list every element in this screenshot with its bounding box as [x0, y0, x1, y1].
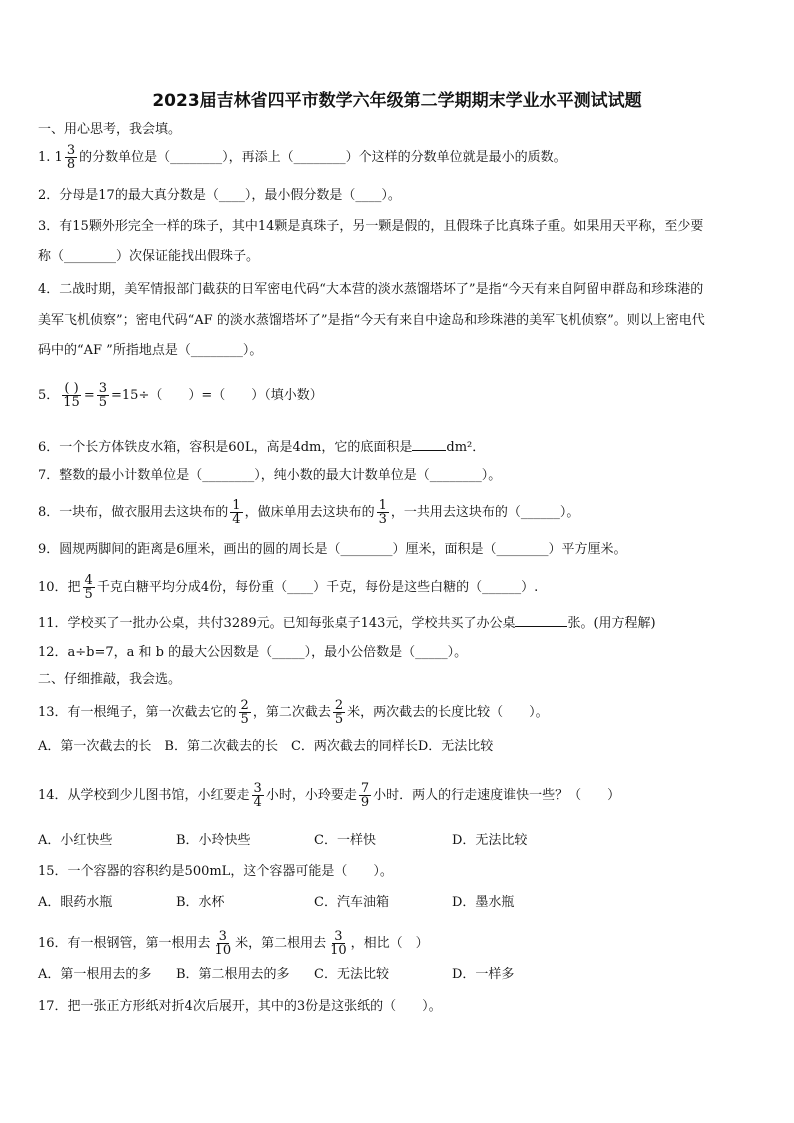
fraction: $\frac{7}{9}$ [360, 781, 370, 810]
option-d: D．一样多 [452, 967, 515, 982]
section-heading: 一、用心思考，我会填。 [38, 122, 182, 137]
option-b: B．第二根用去的多 [176, 967, 290, 982]
question-16 [38, 930, 764, 957]
fraction: $\frac{3}{4}$ [253, 781, 262, 810]
question-text: 小时．两人的行走速度谁快一些？（ ） [373, 788, 621, 803]
answer-blank [412, 438, 446, 451]
question-4-line-1: 4．二战时期，美军情报部门截获的日军密电代码“大本营的淡水蒸馏塔坏了”是指“今天有来自阿留申群岛和珍珠港的 [38, 282, 704, 297]
question-15: 15．一个容器的容积约是500mL，这个容器可能是（ ）。 [38, 864, 393, 879]
question-9: 9．圆规两脚间的距离是6厘米，画出的圆的周长是（________）厘米，面积是（________）平方厘米。 [38, 542, 627, 557]
option-b: B．水杯 [176, 895, 225, 910]
fraction: $\frac{3}{8}$ [66, 143, 76, 172]
fraction: $\frac{3}{5}$ [98, 381, 108, 410]
question-text: 10．把 [38, 580, 81, 595]
question-text: 张。(用方程解) [567, 616, 656, 631]
fraction: $\frac{3}{10}$ [214, 929, 232, 958]
option-a: A．小红快些 [38, 833, 113, 848]
question-13-options: A．第一次截去的长 B．第二次截去的长 C．两次截去的同样长D．无法比较 [38, 739, 494, 754]
question-text: =15÷（ ）=（ ）（填小数） [111, 388, 323, 403]
question-6 [38, 438, 764, 456]
fraction: $\frac{3}{10}$ [330, 929, 347, 958]
question-text: 小时，小玲要走 [265, 788, 357, 803]
question-2: 2．分母是17的最大真分数是（____），最小假分数是（____）。 [38, 188, 401, 203]
question-text: 6．一个长方体铁皮水箱，容积是60L，高是4dm，它的底面积是 [38, 440, 413, 455]
option-c: C．一样快 [314, 833, 376, 848]
question-3-line-2: 称（________）次保证能找出假珠子。 [38, 249, 260, 264]
fraction: $\frac{1}{4}$ [232, 498, 241, 527]
equals-sign: = [83, 388, 95, 403]
question-12: 12．a÷b=7，a 和 b 的最大公因数是（_____），最小公倍数是（_____）。 [38, 645, 468, 660]
question-text: ，第二次截去 [252, 705, 331, 720]
question-14 [38, 782, 764, 809]
option-a: A．眼药水瓶 [38, 895, 113, 910]
question-text: 16．有一根钢管，第一根用去 [38, 936, 211, 951]
page-title: 2023届吉林省四平市数学六年级第二学期期末学业水平测试试题 [152, 91, 642, 111]
question-text: 14．从学校到少儿图书馆，小红要走 [38, 788, 250, 803]
option-c: C．无法比较 [314, 967, 389, 982]
option-d: D．无法比较 [452, 833, 528, 848]
fraction: $\frac{2}{5}$ [334, 698, 344, 727]
question-text: ，一共用去这块布的（______）。 [390, 505, 580, 520]
section-heading: 二、仔细推敲，我会选。 [38, 672, 182, 687]
question-4-line-3: 码中的“AF ”所指地点是（________）。 [38, 343, 263, 358]
mixed-number-whole: 1 [54, 150, 63, 165]
question-text: ，做床单用去这块布的 [244, 505, 375, 520]
fraction: $\frac{1}{3}$ [378, 498, 387, 527]
option-b: B．小玲快些 [176, 833, 251, 848]
fraction: $\frac{2}{5}$ [240, 698, 249, 727]
question-7: 7．整数的最小计数单位是（________），纯小数的最大计数单位是（________）。 [38, 468, 502, 483]
question-text: 8．一块布，做衣服用去这块布的 [38, 505, 229, 520]
question-13 [38, 699, 764, 726]
question-11 [38, 614, 764, 632]
question-17: 17．把一张正方形纸对折4次后展开，其中的3份是这张纸的（ ）。 [38, 999, 442, 1014]
question-text: 米，两次截去的长度比较（ ）。 [347, 705, 549, 720]
option-d: D．墨水瓶 [452, 895, 515, 910]
question-4-line-2: 美军飞机侦察”；密电代码“AF 的淡水蒸馏塔坏了”是指“今天有来自中途岛和珍珠港的美军飞机侦察”。则以上密电代 [38, 313, 705, 328]
question-text: ，相比（ ） [350, 936, 429, 951]
question-text: 千克白糖平均分成4份，每份重（____）千克，每份是这些白糖的（______）. [96, 580, 539, 595]
fraction: $\frac{4}{5}$ [84, 573, 93, 602]
question-text: 11．学校买了一批办公桌，共付3289元。已知每张桌子143元，学校共买了办公桌 [38, 616, 516, 631]
question-number: 5． [38, 388, 60, 403]
question-1 [38, 144, 764, 171]
question-8 [38, 499, 764, 526]
question-text: 米，第二根用去 [235, 936, 327, 951]
question-number: 1. [38, 150, 51, 165]
option-c: C．汽车油箱 [314, 895, 389, 910]
question-text: 的分数单位是（________），再添上（________）个这样的分数单位就是最小的质数。 [79, 150, 567, 165]
question-3-line-1: 3．有15颗外形完全一样的珠子，其中14颗是真珠子，另一颗是假的，且假珠子比真珠子重。如果用天平称，至少要 [38, 219, 704, 234]
answer-blank [515, 614, 567, 627]
fraction: $\frac{( )}{15}$ [63, 381, 80, 410]
question-text: 13．有一根绳子，第一次截去它的 [38, 705, 237, 720]
option-a: A．第一根用去的多 [38, 967, 152, 982]
question-5 [38, 382, 764, 409]
question-10 [38, 574, 764, 601]
question-text: dm²． [446, 440, 486, 455]
